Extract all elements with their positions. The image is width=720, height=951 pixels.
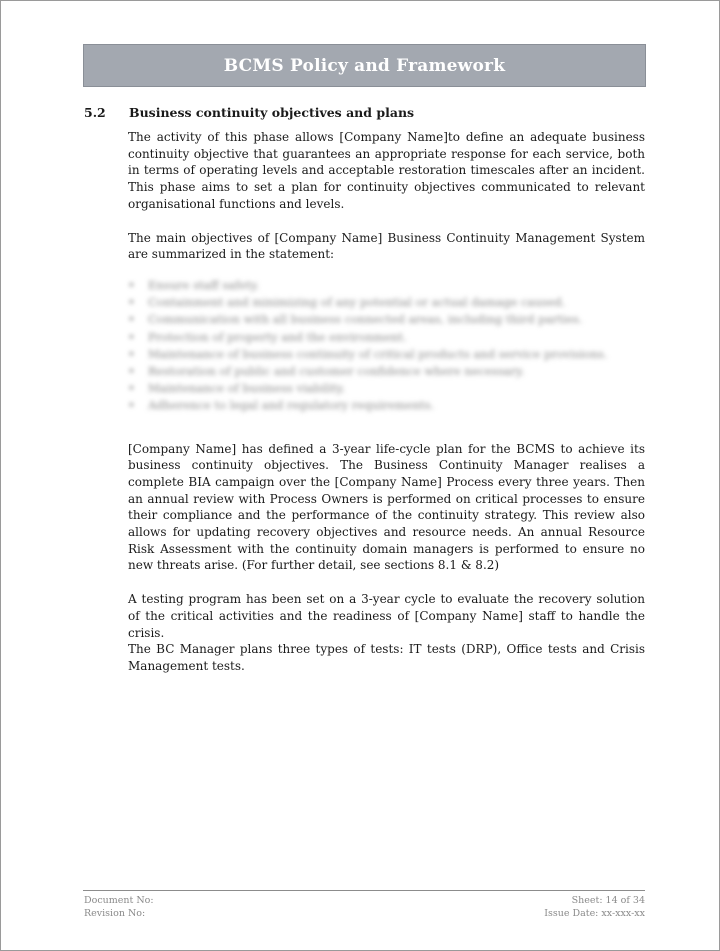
list-item: • Communication with all business connected areas, including third parties. [148, 311, 645, 328]
paragraph: [Company Name] has defined a 3-year life-cycle plan for the BCMS to achieve its business continuity objectives. The Business Continuity Manager realises a complete BIA campaign over the [Company Name] Process every three years. Then an annual review with Process Owners is performed on critical processes to ensure their compliance and the performance of the continuity strategy. This review also allows for updating recovery objectives and resource needs. An annual Resource Risk Assessment with the continuity domain managers is performed to ensure no new threats arise. (For further detail, see sections 8.1 & 8.2) [128, 441, 645, 573]
footer-divider [83, 890, 645, 891]
paragraph: The main objectives of [Company Name] Business Continuity Management System are summarized in the statement: [128, 230, 645, 262]
list-item: • Restoration of public and customer confidence where necessary. [148, 363, 645, 380]
list-item: • Adherence to legal and regulatory requirements. [148, 397, 645, 414]
revision-number-label: Revision No: [84, 908, 146, 919]
document-number-label: Document No: [84, 895, 154, 906]
paragraph: The BC Manager plans three types of tests: IT tests (DRP), Office tests and Crisis Management tests. [128, 642, 645, 673]
document-title: BCMS Policy and Framework [223, 55, 506, 76]
list-item: • Maintenance of business continuity of critical products and service provisions. [148, 346, 645, 363]
paragraph: The activity of this phase allows [Company Name]to define an adequate business continuity objective that guarantees an appropriate response for each service, both in terms of operating levels and acceptable restoration timescales after an incident. This phase aims to set a plan for continuity objectives communicated to relevant organisational functions and levels. [128, 130, 645, 211]
list-item: • Ensure staff safety. [148, 277, 645, 294]
list-item: • Containment and minimizing of any potential or actual damage caused. [148, 294, 645, 311]
section-number: 5.2 [84, 105, 106, 120]
list-item: • Maintenance of business viability. [148, 380, 645, 397]
sheet-number: Sheet: 14 of 34 [571, 895, 645, 906]
header-banner [83, 44, 646, 87]
section-body [128, 129, 645, 675]
paragraph: A testing program has been set on a 3-year cycle to evaluate the recovery solution of the critical activities and the readiness of [Company Name] staff to handle the crisis. [128, 592, 645, 640]
objectives-list-blurred [128, 277, 645, 415]
page-footer [84, 894, 645, 920]
issue-date: Issue Date: xx-xxx-xx [544, 908, 645, 919]
section-heading [84, 105, 414, 120]
section-title: Business continuity objectives and plans [129, 105, 415, 120]
list-item: • Protection of property and the environment. [148, 329, 645, 346]
